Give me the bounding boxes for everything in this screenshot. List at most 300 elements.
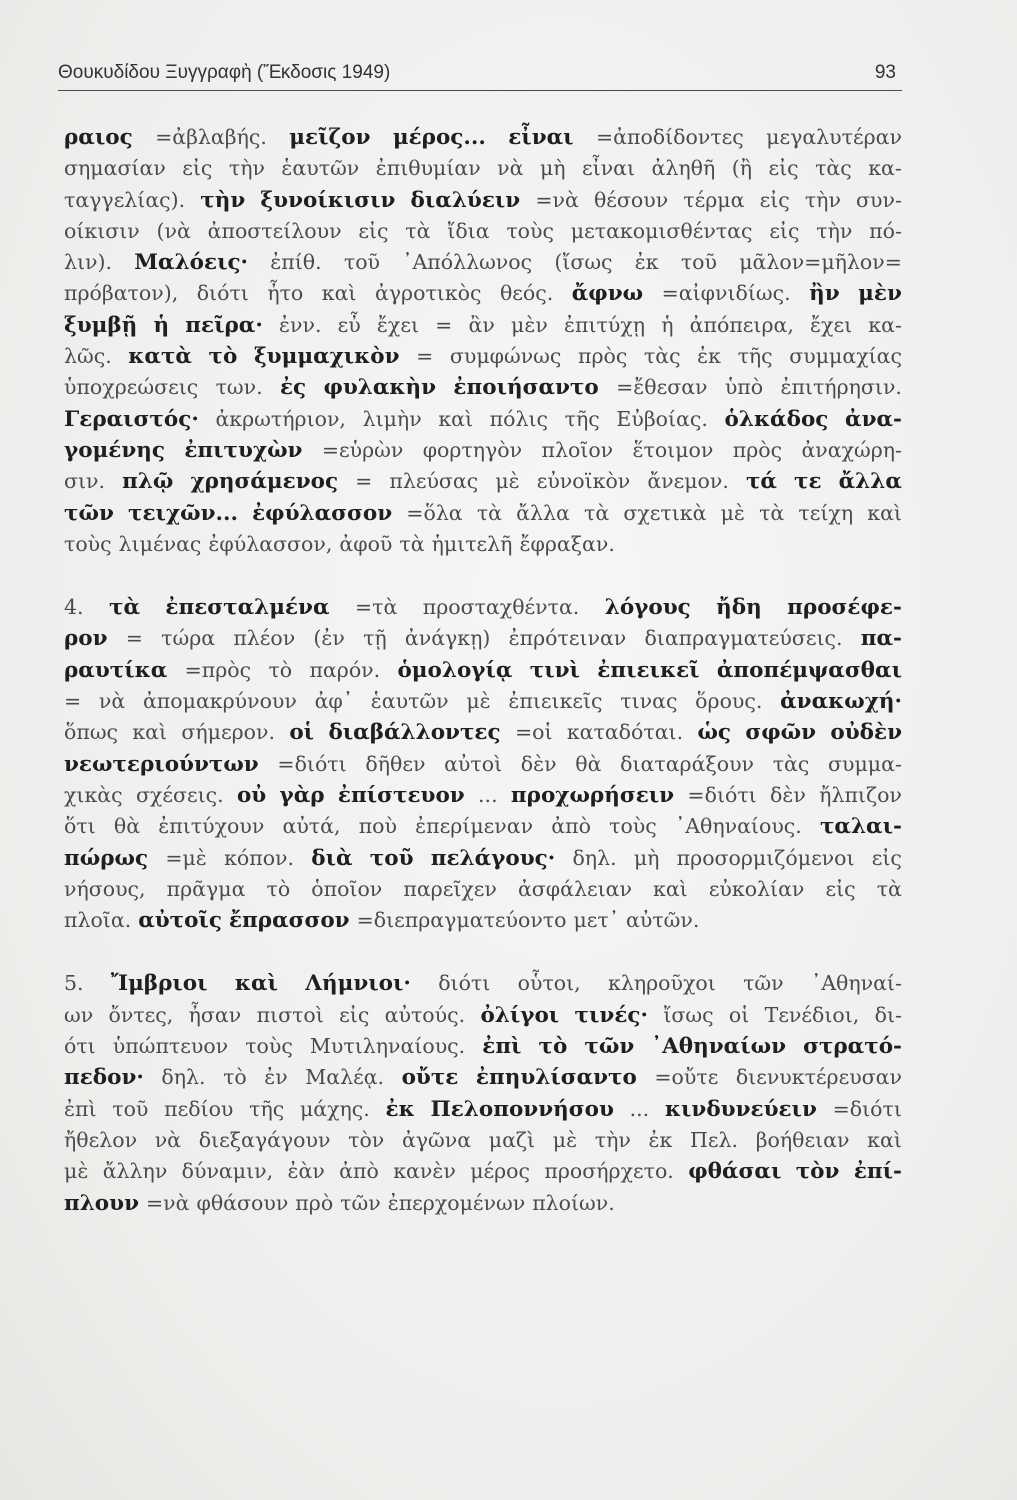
gloss-word: τὰ: [876, 876, 902, 901]
gloss-word: χικὰς: [64, 782, 123, 807]
gloss-word: =: [125, 626, 143, 651]
gloss-word: τὴν: [816, 218, 853, 243]
gloss-word: τῇ: [363, 626, 387, 651]
gloss-word: ἀσφάλειαν: [517, 876, 632, 901]
lemma-term: ὁλκάδος: [724, 406, 829, 432]
text-line: [64, 310, 902, 341]
gloss-word: ἑαυτῶν: [370, 689, 449, 714]
gloss-word: ἐνν.: [279, 312, 322, 337]
gloss-word: δηλ.: [161, 1065, 206, 1090]
lemma-term: γομένης: [64, 437, 165, 463]
gloss-word: μὴ: [539, 156, 566, 181]
text-line: [64, 655, 902, 686]
gloss-word: εἰς: [759, 187, 790, 212]
text-line: [64, 278, 902, 309]
gloss-word: εὖ: [337, 312, 361, 337]
gloss-word: θεός.: [499, 281, 554, 306]
paragraph: [64, 968, 902, 1218]
gloss-word: =νὰ: [146, 1190, 190, 1215]
lemma-term: ἐπί-: [853, 1159, 902, 1185]
lemma-term: προχωρήσειν: [510, 782, 675, 808]
gloss-word: ἐπιθυμίαν: [375, 156, 481, 181]
gloss-word: πρᾶγμα: [166, 876, 246, 901]
gloss-word: 4.: [64, 595, 84, 620]
gloss-word: ων: [64, 1002, 94, 1027]
gloss-word: εὐνοϊκὸν: [536, 469, 631, 494]
lemma-term: ὁμολογίᾳ: [397, 657, 513, 683]
gloss-word: ἦτο: [267, 281, 304, 306]
text-line: [64, 404, 902, 435]
gloss-word: ὑπώπτευον: [112, 1034, 229, 1059]
gloss-word: τὴν: [594, 1127, 631, 1152]
gloss-word: ἴσως: [663, 1002, 714, 1027]
lemma-term: τὸν: [795, 1159, 840, 1185]
gloss-word: προσορμιζόμενοι: [676, 845, 855, 870]
gloss-word: τῆς: [737, 344, 773, 369]
lemma-term: ἐπιεικεῖ: [597, 657, 700, 683]
gloss-word: ἀγροτικὸς: [374, 281, 482, 306]
gloss-word: λιμένας: [118, 531, 202, 556]
lemma-term: Μαλόεις·: [134, 250, 249, 276]
gloss-word: τινας: [620, 689, 678, 714]
lemma-term: τινὶ: [529, 657, 580, 683]
running-title: Θουκυδίδου Ξυγγραφὴ (Ἔκδοσις 1949): [58, 62, 391, 83]
gloss-word: πλοῖον: [541, 437, 614, 462]
gloss-word: εἰς: [182, 156, 213, 181]
gloss-word: πιστοὶ: [256, 1002, 324, 1027]
gloss-word: ἀγῶνα: [401, 1127, 472, 1152]
gloss-word: δὲν: [770, 782, 806, 807]
text-line: [64, 529, 902, 560]
gloss-word: =ἔθεσαν: [616, 375, 708, 400]
gloss-word: αὐτοὶ: [444, 751, 503, 776]
gloss-word: μὲ: [495, 469, 520, 494]
gloss-word: κόπον.: [224, 845, 295, 870]
lemma-term: πελάγους·: [430, 845, 556, 871]
lemma-term: τά: [745, 469, 777, 495]
gloss-word: διαπραγματεύσεις.: [644, 626, 843, 651]
gloss-word: 5.: [64, 971, 84, 996]
gloss-word: =μὲ: [165, 845, 207, 870]
lemma-term: μεῖζον: [289, 125, 371, 150]
gloss-word: βοήθειαν: [755, 1127, 850, 1152]
gloss-word: ἀπὸ: [339, 1159, 379, 1184]
gloss-word: μαζὶ: [488, 1127, 536, 1152]
gloss-word: Εὐβοίας.: [616, 406, 708, 431]
gloss-word: σημασίαν: [64, 156, 166, 181]
text-line: [64, 1188, 902, 1219]
gloss-word: ἀκρωτήριον,: [215, 406, 346, 431]
gloss-word: ἀνάγκῃ): [404, 626, 491, 651]
gloss-word: πρὸς: [732, 437, 783, 462]
gloss-word: μετακομισθέντας: [570, 218, 753, 243]
text-line: [64, 623, 902, 654]
gloss-word: τῶν: [340, 1190, 381, 1215]
gloss-word: τὰ: [584, 500, 610, 525]
gloss-word: κανὲν: [393, 1159, 456, 1184]
lemma-term: φυλακὴν: [323, 375, 437, 401]
gloss-word: ἀπόπειρα,: [689, 312, 794, 337]
gloss-word: ἐφύλασσον,: [208, 531, 333, 556]
gloss-word: τοὺς: [64, 531, 112, 556]
lemma-term: ἀποπέμψασθαι: [716, 657, 902, 683]
gloss-word: τέρμα: [683, 187, 745, 212]
gloss-word: λῶς.: [64, 344, 112, 369]
lemma-term: πλῷ: [122, 469, 174, 495]
lemma-term: πα-: [860, 626, 902, 652]
gloss-word: μάχης.: [299, 1096, 370, 1121]
lemma-term: τὰ: [108, 595, 140, 621]
gloss-word: ἤθελον: [64, 1127, 138, 1152]
text-line: [64, 1000, 902, 1031]
text-line: [64, 874, 902, 905]
text-line: [64, 843, 902, 874]
gloss-word: ἀφ᾿: [314, 689, 354, 714]
gloss-word: (ἢ: [731, 156, 753, 181]
gloss-word: ὅτι: [64, 814, 96, 839]
lemma-term: τὸ: [538, 1034, 568, 1060]
gloss-word: δηλ.: [572, 845, 617, 870]
gloss-word: τείχη: [798, 500, 854, 525]
text-line: [64, 1062, 902, 1093]
gloss-word: =διότι: [277, 751, 347, 776]
gloss-word: σχέσεις.: [135, 782, 224, 807]
lemma-term: πεδον·: [64, 1065, 144, 1091]
text-line: [64, 435, 902, 466]
gloss-word: κα-: [868, 312, 902, 337]
lemma-term: Γεραιστός·: [64, 406, 199, 432]
lemma-term: χρησάμενος: [190, 469, 339, 495]
gloss-word: μὲ: [720, 500, 745, 525]
lemma-term: σφῶν: [745, 720, 817, 746]
gloss-word: διεξαγάγουν: [198, 1127, 331, 1152]
gloss-word: ἔχει: [810, 312, 853, 337]
lemma-term: ρον: [64, 626, 108, 652]
text-line: [64, 1156, 902, 1187]
gloss-word: πλοίων.: [532, 1190, 615, 1215]
lemma-term: φθάσαι: [688, 1159, 782, 1185]
gloss-word: ἀπομακρύνουν: [142, 689, 297, 714]
gloss-word: καὶ: [438, 406, 474, 431]
gloss-word: δὲν: [520, 751, 557, 776]
gloss-word: ἄνεμον.: [647, 469, 729, 494]
gloss-word: νὰ: [98, 689, 126, 714]
gloss-word: ἐπιεικεῖς: [508, 689, 603, 714]
gloss-word: μέρος: [470, 1159, 531, 1184]
gloss-word: ἡμιτελῆ: [431, 531, 513, 556]
gloss-word: ἐπιτύχῃ: [563, 312, 646, 337]
lemma-term: γὰρ: [279, 782, 325, 808]
text-line: [64, 1094, 902, 1125]
gloss-word: ἄλλην: [102, 1159, 168, 1184]
lemma-term: ἐπὶ: [482, 1034, 522, 1060]
gloss-word: τῆς: [249, 1096, 285, 1121]
text-line: [64, 341, 902, 372]
lemma-term: Πελοποννήσου: [430, 1096, 614, 1122]
lemma-term: τὸ: [208, 344, 238, 370]
gloss-word: κληροῦχοι: [608, 971, 716, 996]
lemma-term: τε: [794, 469, 822, 495]
gloss-word: ἐπερίμεναν: [415, 814, 534, 839]
gloss-word: τῆς: [564, 406, 600, 431]
running-header: [58, 62, 902, 91]
text-line: [64, 372, 902, 403]
lemma-term: τοῦ: [369, 845, 414, 871]
gloss-word: ᾿Αθηναί-: [810, 971, 902, 996]
gloss-word: εἰς: [871, 845, 902, 870]
gloss-word: ᾿Αθηναίους.: [674, 814, 802, 839]
gloss-word: εἶναι: [582, 156, 636, 181]
gloss-word: συν-: [856, 187, 902, 212]
lemma-term: προσέφε-: [787, 595, 902, 621]
gloss-word: =τὰ: [354, 595, 398, 620]
paragraph: [64, 592, 902, 936]
gloss-word: τὸ: [223, 1065, 247, 1090]
gloss-word: τὰς: [772, 751, 810, 776]
lemma-term: ἔπρασσον: [228, 908, 350, 934]
gloss-word: διότι: [196, 281, 249, 306]
gloss-word: δῆθεν: [365, 751, 426, 776]
lemma-term: διὰ: [311, 845, 353, 871]
gloss-word: (νὰ: [156, 218, 191, 243]
gloss-word: ἑαυτῶν: [281, 156, 360, 181]
lemma-term: τειχῶν...: [128, 500, 238, 526]
lemma-term: ἄλλα: [838, 469, 902, 495]
lemma-term: τὴν: [200, 187, 246, 213]
lemma-term: ξυνοίκισιν: [260, 187, 396, 213]
gloss-word: δι-: [874, 1002, 902, 1027]
lemma-term: οὐδὲν: [830, 720, 902, 746]
lemma-term: λόγους: [604, 595, 691, 621]
gloss-word: ἐπρότειναν: [508, 626, 627, 651]
gloss-word: τὰ: [476, 500, 502, 525]
lemma-term: οἱ: [289, 720, 315, 746]
gloss-word: ἀφοῦ: [339, 531, 393, 556]
gloss-word: οίκισιν: [64, 218, 140, 243]
gloss-word: ἐπίθ.: [270, 250, 322, 275]
text-line: [64, 780, 902, 811]
lemma-term: ἤδη: [716, 595, 762, 621]
gloss-word: =οὔτε: [654, 1065, 719, 1090]
gloss-word: διότι: [438, 971, 491, 996]
lemma-term: μέρος...: [392, 125, 486, 150]
gloss-word: καὶ: [653, 876, 688, 901]
lemma-term: πεῖρα·: [185, 312, 263, 338]
gloss-word: εἰς: [768, 156, 799, 181]
gloss-word: τοῦ: [680, 250, 717, 275]
gloss-word: ᾿Απόλλωνος: [402, 250, 533, 275]
gloss-word: Τενέδιοι,: [764, 1002, 860, 1027]
text-line: [64, 247, 902, 278]
gloss-word: ἕτοιμον: [632, 437, 714, 462]
gloss-word: (ἴσως: [554, 250, 613, 275]
lemma-term: ἡ: [153, 312, 170, 338]
gloss-word: μὲ: [64, 1159, 89, 1184]
gloss-word: νὰ: [154, 1127, 182, 1152]
gloss-word: =: [435, 312, 453, 337]
gloss-word: τοὺς: [245, 1034, 293, 1059]
gloss-word: τὰ: [405, 218, 431, 243]
lemma-term: ἀνακωχή·: [780, 689, 902, 715]
lemma-term: ἐπίστευον: [337, 782, 465, 808]
lemma-term: αὐτοῖς: [138, 908, 222, 934]
gloss-word: σιν.: [64, 469, 106, 494]
gloss-word: καὶ: [867, 1127, 902, 1152]
gloss-word: ἀληθῆ: [651, 156, 716, 181]
text-line: [64, 466, 902, 497]
lemma-term: ξυμμαχικὸν: [253, 344, 400, 370]
gloss-word: σχετικὰ: [623, 500, 707, 525]
gloss-word: συμμαχίας: [789, 344, 902, 369]
gloss-word: κα-: [868, 156, 902, 181]
gloss-word: Μαλέᾳ.: [305, 1065, 385, 1090]
gloss-word: =διότι: [687, 782, 757, 807]
gloss-word: ἔφραξαν.: [519, 531, 615, 556]
lemma-term: τινές·: [574, 1002, 648, 1028]
lemma-term: ἐς: [279, 375, 307, 401]
text-line: [64, 216, 902, 247]
gloss-word: =ἀποδίδοντες: [595, 125, 744, 149]
gloss-word: ἐπερχομένων: [387, 1190, 526, 1215]
gloss-word: ἦσαν: [188, 1002, 242, 1027]
gloss-word: μὲ: [466, 689, 491, 714]
gloss-word: τὰς: [643, 344, 681, 369]
gloss-word: ότι: [64, 1034, 96, 1059]
gloss-word: δύναμιν,: [181, 1159, 274, 1184]
gloss-word: ἀποστείλουν: [207, 218, 342, 243]
gloss-word: ταγγελίας).: [64, 187, 186, 212]
lemma-term: ἀνα-: [845, 406, 902, 432]
gloss-word: προσήρχετο.: [544, 1159, 674, 1184]
gloss-word: οἱ: [728, 1002, 750, 1027]
lemma-term: ταλαι-: [819, 814, 902, 840]
gloss-word: ἡ: [661, 312, 674, 337]
gloss-word: ...: [478, 782, 498, 807]
lemma-term: πλουν: [64, 1190, 139, 1216]
gloss-word: =αἰφνιδίως.: [661, 281, 791, 306]
gloss-word: τὰ: [759, 500, 785, 525]
gloss-word: θὰ: [113, 814, 141, 839]
gloss-word: τὸν: [348, 1127, 385, 1152]
gloss-word: καὶ: [321, 281, 357, 306]
gloss-word: ἐν: [264, 1065, 288, 1090]
gloss-word: λιμὴν: [362, 406, 422, 431]
lemma-term: ἐφύλασσον: [252, 500, 393, 526]
lemma-term: νεωτεριούντων: [64, 751, 259, 777]
page-body: [64, 122, 902, 1219]
gloss-word: ...: [629, 1096, 650, 1121]
gloss-word: ὁποῖον: [311, 876, 383, 901]
text-line: [64, 498, 902, 529]
gloss-word: αὐτά,: [282, 814, 341, 839]
lemma-term: Ἴμβριοι: [110, 971, 208, 997]
gloss-word: =: [355, 469, 373, 494]
lemma-term: Λήμνιοι·: [305, 971, 411, 997]
gloss-word: εἰς: [358, 218, 389, 243]
gloss-word: Μυτιληναίους.: [309, 1034, 466, 1059]
gloss-word: (ἐν: [313, 626, 345, 651]
gloss-word: διαταράξουν: [620, 751, 755, 776]
gloss-word: μετ᾿: [573, 908, 620, 933]
gloss-word: ὄντες,: [108, 1002, 174, 1027]
gloss-word: τοὺς: [609, 814, 657, 839]
lemma-term: καὶ: [234, 971, 278, 997]
lemma-term: ᾿Αθηναίων: [651, 1034, 786, 1060]
gloss-word: εἰς: [825, 876, 856, 901]
gloss-word: μᾶλον=μῆλον=: [739, 250, 902, 275]
gloss-word: ἔχει: [376, 312, 419, 337]
gloss-word: ἂν: [468, 312, 495, 337]
gloss-word: ἐπιτήρησιν.: [780, 375, 902, 400]
text-line: [64, 968, 902, 999]
gloss-word: πλεύσας: [389, 469, 479, 494]
text-line: [64, 811, 902, 842]
page-number: 93: [874, 62, 896, 83]
lemma-term: οὔτε: [401, 1065, 459, 1091]
gloss-word: =ὅλα: [406, 500, 463, 525]
gloss-word: πλοῖα.: [64, 908, 132, 933]
gloss-word: =νὰ: [535, 187, 579, 212]
gloss-word: =πρὸς: [184, 657, 252, 682]
gloss-word: παρόν.: [309, 657, 381, 682]
text-line: [64, 1125, 902, 1156]
lemma-term: ὡς: [697, 720, 732, 746]
gloss-word: εἰς: [339, 1002, 370, 1027]
gloss-word: μὴ: [633, 845, 660, 870]
gloss-word: τὴν: [804, 187, 841, 212]
gloss-word: καὶ: [132, 720, 168, 745]
lemma-term: ἄφνω: [571, 281, 644, 307]
lemma-term: ἐπεσταλμένα: [165, 595, 330, 621]
lemma-term: εἶναι: [508, 125, 574, 150]
gloss-word: ἐκ: [634, 250, 659, 275]
gloss-word: τὸ: [266, 876, 291, 901]
gloss-word: μὲ: [552, 1127, 578, 1152]
gloss-word: ἀπὸ: [551, 814, 591, 839]
gloss-word: προσταχθέντα.: [422, 595, 580, 620]
lemma-term: πώρως: [64, 845, 149, 871]
gloss-word: πλέον: [233, 626, 296, 651]
gloss-word: ἐκ: [697, 344, 721, 369]
gloss-word: καταδόται.: [566, 720, 684, 745]
lemma-term: ραιος: [64, 125, 133, 150]
gloss-word: σήμερον.: [181, 720, 275, 745]
lemma-term: ραυτίκα: [64, 657, 168, 683]
gloss-word: μεγαλυτέραν: [766, 125, 902, 149]
gloss-word: φορτηγὸν: [422, 437, 523, 462]
gloss-word: ἄλλα: [516, 500, 570, 525]
lemma-term: ὀλίγοι: [480, 1002, 560, 1028]
text-line: [64, 686, 902, 717]
lemma-term: ἐκ: [385, 1096, 415, 1122]
gloss-word: τῶν: [743, 971, 784, 996]
gloss-word: τὰς: [815, 156, 852, 181]
gloss-word: =διεπραγματεύοντο: [356, 908, 567, 933]
lemma-term: κινδυνεύειν: [664, 1096, 817, 1122]
lemma-term: στρατό-: [803, 1034, 902, 1060]
gloss-word: ὅπως: [64, 720, 119, 745]
gloss-word: ἀναχώρη-: [801, 437, 902, 462]
gloss-word: πρόβατον),: [64, 281, 179, 306]
lemma-term: διαλύειν: [410, 187, 521, 213]
gloss-word: πό-: [869, 218, 902, 243]
text-line: [64, 717, 902, 748]
gloss-word: τοὺς: [506, 218, 554, 243]
lemma-term: ἐπιτυχὼν: [184, 437, 303, 463]
gloss-word: τὰ: [399, 531, 425, 556]
gloss-word: ὅρους.: [695, 689, 763, 714]
text-line: [64, 592, 902, 623]
